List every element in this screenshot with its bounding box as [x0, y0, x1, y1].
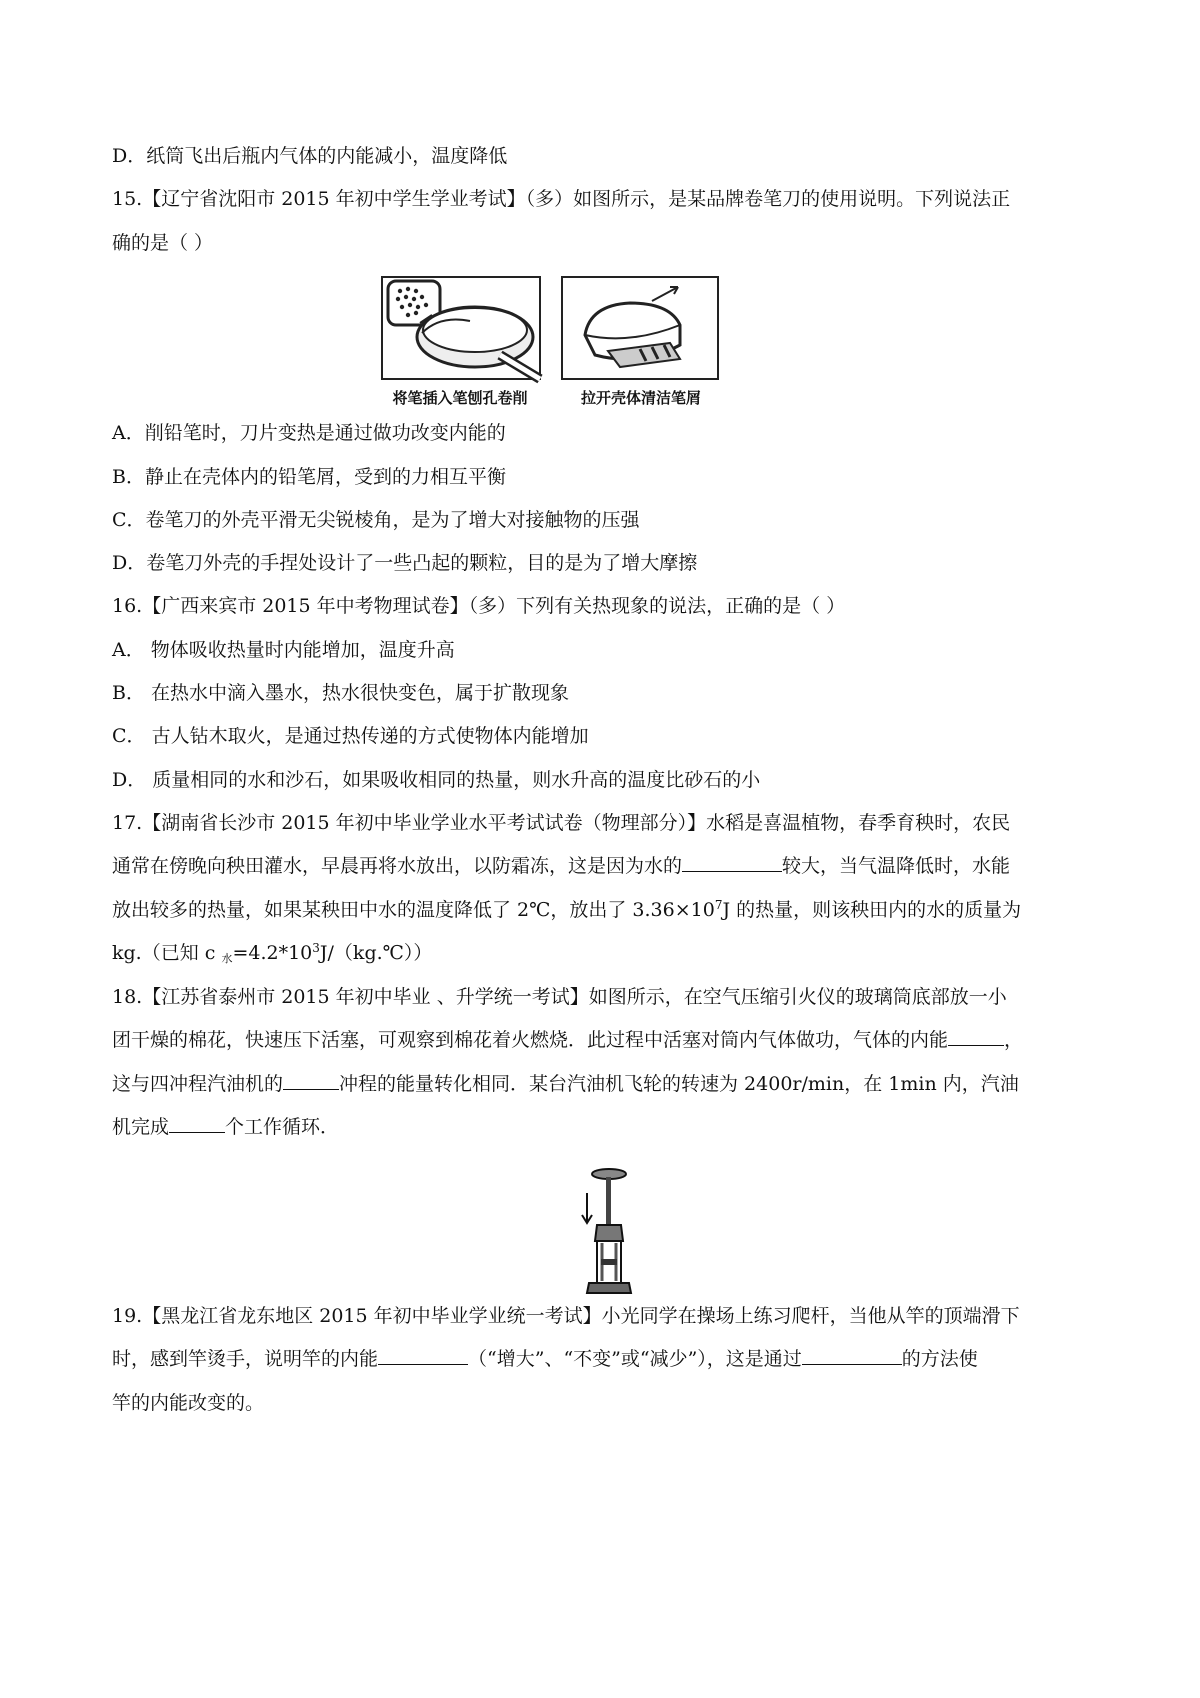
- q16-option-a: A． 物体吸收热量时内能增加，温度升高: [112, 639, 455, 661]
- sharpener-clean-panel: [562, 277, 718, 379]
- q15-option-c: C．卷笔刀的外壳平滑无尖锐棱角，是为了增大对接触物的压强: [112, 509, 640, 531]
- q18-line1: 18.【江苏省泰州市 2015 年初中毕业 、升学统一考试】如图所示，在空气压缩引火仪的玻璃筒底部放一小: [112, 986, 1007, 1008]
- q19-line2-text-b: （“增大”、“不变”或“减少”），这是通过: [468, 1348, 802, 1370]
- q15-figure-caption-right: 拉开壳体清洁笔屑: [580, 389, 701, 407]
- q18-line3: [112, 1071, 1112, 1097]
- q17-subscript-water: 水: [221, 952, 233, 965]
- q18-line2-text-b: ，: [1004, 1029, 1024, 1051]
- q19-line2: [112, 1346, 1112, 1372]
- q17-line2-text-b: 较大，当气温降低时，水能: [782, 855, 1011, 877]
- q18-figure: [575, 1165, 635, 1300]
- q18-blank-3[interactable]: [169, 1114, 225, 1133]
- q18-line4-text-a: 机完成: [112, 1116, 170, 1138]
- q17-line4: [112, 940, 1112, 966]
- q18-line2-text-a: 团干燥的棉花，快速压下活塞，可观察到棉花着火燃烧．此过程中活塞对筒内气体做功，气体的内能: [112, 1029, 949, 1051]
- sharpener-illustration: [380, 275, 720, 385]
- q17-line1: 17.【湖南省长沙市 2015 年初中毕业学业水平考试试卷（物理部分）】水稻是喜温植物，春季育秧时，农民: [112, 812, 1011, 834]
- q15-stem-line2: 确的是（ ）: [112, 232, 214, 254]
- q17-line4-text-c: J/（kg.℃））: [319, 942, 433, 964]
- q18-line4-text-b: 个工作循环．: [225, 1116, 340, 1138]
- q15-stem-line1: 15.【辽宁省沈阳市 2015 年初中学生学业考试】（多）如图所示，是某品牌卷笔刀的使用说明。下列说法正: [112, 188, 1011, 210]
- q18-line3-text-b: 冲程的能量转化相同．某台汽油机飞轮的转速为 2400r/min，在 1min 内，汽油: [339, 1073, 1019, 1095]
- q18-blank-2[interactable]: [283, 1071, 339, 1090]
- q17-line3-text-b: J 的热量，则该秧田内的水的质量为: [722, 899, 1022, 921]
- q19-blank-2[interactable]: [802, 1346, 902, 1365]
- q17-line3: [112, 897, 1112, 923]
- q16-option-b: B． 在热水中滴入墨水，热水很快变色，属于扩散现象: [112, 682, 570, 704]
- q17-line2-text-a: 通常在傍晚向秧田灌水，早晨再将水放出，以防霜冻，这是因为水的: [112, 855, 683, 877]
- q17-blank-1[interactable]: [682, 853, 782, 872]
- q15-figure-caption-left: 将笔插入笔刨孔卷削: [392, 389, 528, 407]
- q18-line2: [112, 1027, 1112, 1053]
- q14-option-d: D．纸筒飞出后瓶内气体的内能减小，温度降低: [112, 145, 508, 167]
- q17-line4-text-a: kg.（已知 c: [112, 942, 222, 964]
- q15-option-a: A．削铅笔时，刀片变热是通过做功改变内能的: [112, 422, 506, 444]
- q17-exponent-2: 3: [312, 941, 320, 955]
- q15-option-b: B．静止在壳体内的铅笔屑，受到的力相互平衡: [112, 466, 506, 488]
- q18-line4: [112, 1114, 1112, 1140]
- q19-line2-text-a: 时，感到竿烫手，说明竿的内能: [112, 1348, 379, 1370]
- q18-blank-1[interactable]: [948, 1027, 1004, 1046]
- q19-line3: 竿的内能改变的。: [112, 1392, 265, 1414]
- q16-stem: 16.【广西来宾市 2015 年中考物理试卷】（多）下列有关热现象的说法，正确的是（ ）: [112, 595, 846, 617]
- q17-line3-text-a: 放出较多的热量，如果某秧田中水的温度降低了 2℃，放出了 3.36×10: [112, 899, 715, 921]
- sharpener-insert-panel: [382, 277, 540, 379]
- q16-option-d: D． 质量相同的水和沙石，如果吸收相同的热量，则水升高的温度比砂石的小: [112, 769, 761, 791]
- q19-blank-1[interactable]: [378, 1346, 468, 1365]
- q19-line2-text-c: 的方法使: [901, 1348, 978, 1370]
- q16-option-c: C． 古人钻木取火，是通过热传递的方式使物体内能增加: [112, 725, 589, 747]
- q17-exponent: 7: [714, 898, 723, 912]
- q15-option-d: D．卷笔刀外壳的手捏处设计了一些凸起的颗粒，目的是为了增大摩擦: [112, 552, 698, 574]
- q17-line4-text-b: =4.2*10: [232, 942, 313, 964]
- q19-line1: 19.【黑龙江省龙东地区 2015 年初中毕业学业统一考试】小光同学在操场上练习爬杆，当他从竿的顶端滑下: [112, 1305, 1020, 1327]
- q18-line3-text-a: 这与四冲程汽油机的: [112, 1073, 284, 1095]
- q15-figure: [380, 275, 720, 410]
- fire-syringe-illustration: [575, 1165, 635, 1300]
- q17-line2: [112, 853, 1112, 879]
